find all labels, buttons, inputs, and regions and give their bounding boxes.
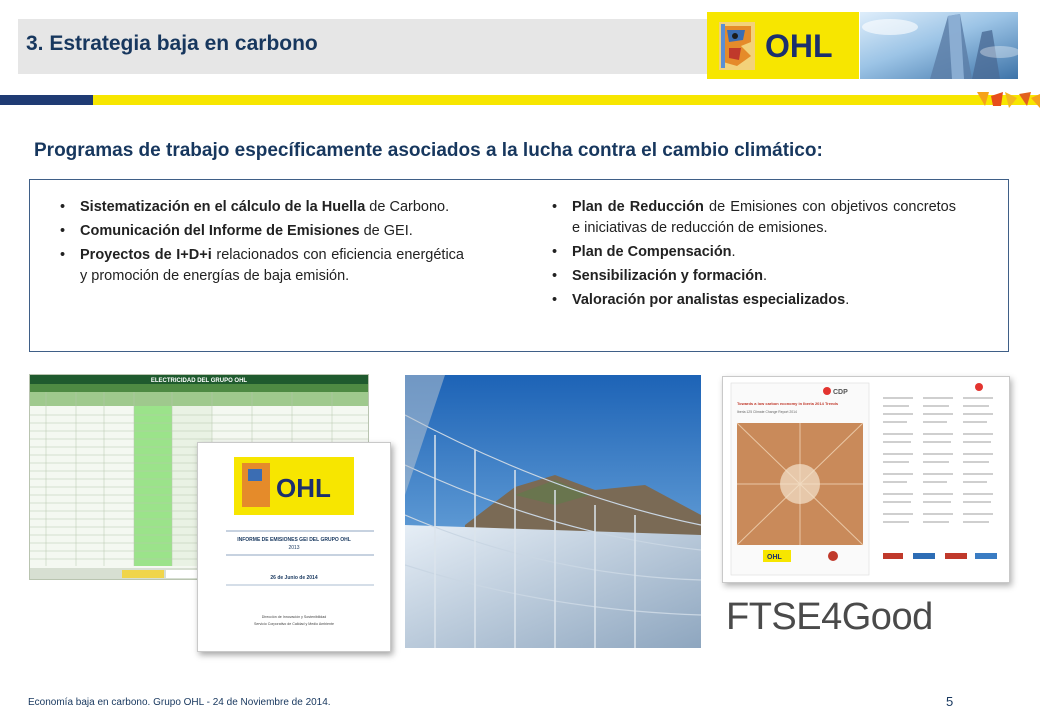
bullet-text: de Carbono. <box>365 199 450 215</box>
spreadsheet-title: ELECTRICIDAD DEL GRUPO OHL <box>150 378 248 384</box>
face-mosaic-icon <box>719 22 755 70</box>
bullet-bold-text: Proyectos de I+D+i <box>80 247 212 263</box>
list-item <box>552 242 956 263</box>
cdp-brand: CDP <box>833 389 848 396</box>
cdp-ohl-logo: OHL <box>767 554 782 561</box>
bullet-bold-text: Valoración por analistas especializados <box>572 292 846 308</box>
header-strip-blue <box>0 95 93 105</box>
bullet-icon: • <box>60 223 66 239</box>
report-date: 26 de Junio de 2014 <box>270 575 318 581</box>
decorative-shapes <box>975 88 1040 110</box>
solar-field-photo <box>405 375 701 648</box>
bullet-icon: • <box>60 199 66 215</box>
left-bullet-list <box>60 197 464 290</box>
list-item <box>552 197 956 239</box>
bullet-icon: • <box>60 247 66 263</box>
report-service: Servicio Corporativo de Calidad y Medio Ambiente <box>253 622 335 626</box>
report-title: INFORME DE EMISIONES GEI DEL GRUPO OHL <box>237 537 351 543</box>
bullet-bold-text: Comunicación del Informe de Emisiones <box>80 223 360 239</box>
report-logo-text: OHL <box>276 473 331 503</box>
cdp-report-image <box>722 376 1010 583</box>
bullet-bold-text: Sistematización en el cálculo de la Huella <box>80 199 366 215</box>
cdp-subheading: Iberia 125 Climate Change Report 2014 <box>737 410 797 414</box>
section-subtitle: Programas de trabajo específicamente asociados a la lucha contra el cambio climático: <box>34 140 823 161</box>
cdp-heading: Towards a low carbon economy in Iberia 2014 Trends <box>737 401 839 406</box>
bullet-text: relacionados con eficiencia energética y promoción de energías de baja emisión. <box>80 247 464 284</box>
bullet-text: de GEI. <box>359 223 413 239</box>
building-photo <box>860 12 1018 79</box>
footer-text: Economía baja en carbono. Grupo OHL - 24 de Noviembre de 2014. <box>28 697 331 708</box>
list-item <box>552 266 956 287</box>
right-bullet-list <box>552 197 956 314</box>
bullet-icon: • <box>552 199 558 215</box>
ohl-logo-text: OHL <box>765 28 833 64</box>
report-department: Dirección de Innovación y Sostenibilidad <box>261 615 327 619</box>
ftse4good-label: FTSE4Good <box>726 596 933 638</box>
list-item <box>552 290 956 311</box>
bullet-icon: • <box>552 292 558 308</box>
bullet-icon: • <box>552 244 558 260</box>
bullet-icon: • <box>552 268 558 284</box>
bullet-bold-text: Sensibilización y formación <box>572 268 763 284</box>
page-title: 3. Estrategia baja en carbono <box>26 32 318 55</box>
list-item <box>60 197 464 218</box>
cdp-logo-icon <box>823 387 831 395</box>
page-number: 5 <box>946 694 954 709</box>
bullet-text: . <box>845 292 850 308</box>
emissions-report-cover <box>197 442 391 652</box>
bullet-bold-text: Plan de Reducción <box>572 199 704 215</box>
ohl-logo-mark <box>707 12 859 79</box>
bullet-text: . <box>762 268 767 284</box>
bullet-text: . <box>731 244 736 260</box>
list-item <box>60 245 464 287</box>
bullet-bold-text: Plan de Compensación <box>572 244 732 260</box>
report-year: 2013 <box>288 545 300 551</box>
header-strip-yellow <box>93 95 1040 105</box>
list-item <box>60 221 464 242</box>
ohl-logo <box>707 12 859 79</box>
bullet-text: de Emisiones con objetivos concretos e iniciativas de reducción de emisiones. <box>572 199 956 236</box>
